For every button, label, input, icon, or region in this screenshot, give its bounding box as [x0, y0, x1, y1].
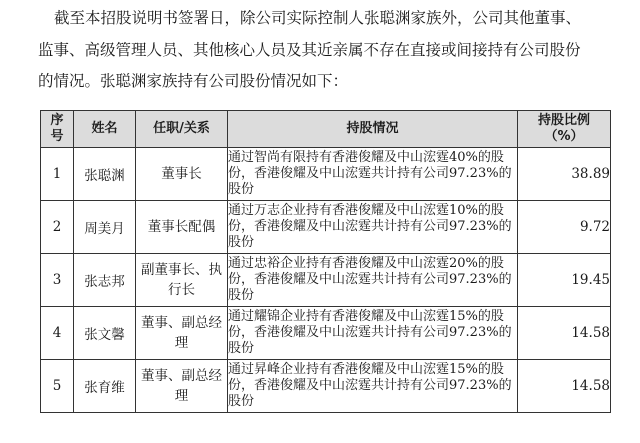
- header-ratio-line-2: （%）: [544, 129, 584, 144]
- header-index-line-2: 号: [50, 129, 64, 144]
- table-row: [41, 360, 611, 413]
- row-role: 董事长: [136, 148, 228, 201]
- row-holding: 通过忠裕企业持有香港俊耀及中山浤霆20%的股份，香港俊耀及中山浤霆共计持有公司97.23%的股份: [228, 254, 518, 307]
- row-ratio: 38.89: [518, 148, 611, 201]
- shareholding-table: [40, 110, 611, 413]
- row-role: 董事、副总经理: [136, 360, 228, 413]
- row-role: 董事长配偶: [136, 201, 228, 254]
- row-ratio: 14.58: [518, 360, 611, 413]
- row-ratio: 14.58: [518, 307, 611, 360]
- row-index: 3: [41, 254, 74, 307]
- row-holding: 通过万志企业持有香港俊耀及中山浤霆10%的股份，香港俊耀及中山浤霆共计持有公司97.23%的股份: [228, 201, 518, 254]
- row-index: 4: [41, 307, 74, 360]
- row-name: 张志邦: [74, 254, 136, 307]
- table-row: [41, 254, 611, 307]
- table-row: [41, 307, 611, 360]
- header-index-line-1: 序: [50, 113, 64, 128]
- header-ratio-line-1: 持股比例: [537, 113, 590, 128]
- row-holding: 通过昇峰企业持有香港俊耀及中山浤霆15%的股份，香港俊耀及中山浤霆共计持有公司97.23%的股份: [228, 360, 518, 413]
- row-role: 董事、副总经理: [136, 307, 228, 360]
- header-name: 姓名: [74, 111, 136, 148]
- header-index: [41, 111, 74, 148]
- row-index: 2: [41, 201, 74, 254]
- table-header-row: [41, 111, 611, 148]
- row-index: 5: [41, 360, 74, 413]
- row-ratio: 19.45: [518, 254, 611, 307]
- intro-line-2: 监事、高级管理人员、其他核心人员及其近亲属不存在直接或间接持有公司股份: [38, 41, 581, 59]
- table-row: [41, 148, 611, 201]
- row-name: 张文馨: [74, 307, 136, 360]
- header-ratio: [518, 111, 611, 148]
- row-name: 周美月: [74, 201, 136, 254]
- intro-line-3: 的情况。张聪渊家族持有公司股份情况如下：: [38, 72, 349, 90]
- row-name: 张育维: [74, 360, 136, 413]
- row-holding: 通过智尚有限持有香港俊耀及中山浤霆40%的股份，香港俊耀及中山浤霆共计持有公司97.23%的股份: [228, 148, 518, 201]
- header-holding: 持股情况: [228, 111, 518, 148]
- row-role: 副董事长、执行长: [136, 254, 228, 307]
- row-index: 1: [41, 148, 74, 201]
- table-row: [41, 201, 611, 254]
- row-name: 张聪渊: [74, 148, 136, 201]
- intro-line-1: 截至本招股说明书签署日，除公司实际控制人张聪渊家族外，公司其他董事、: [54, 9, 582, 27]
- header-role: 任职/关系: [136, 111, 228, 148]
- row-holding: 通过耀锦企业持有香港俊耀及中山浤霆15%的股份，香港俊耀及中山浤霆共计持有公司97.23%的股份: [228, 307, 518, 360]
- row-ratio: 9.72: [518, 201, 611, 254]
